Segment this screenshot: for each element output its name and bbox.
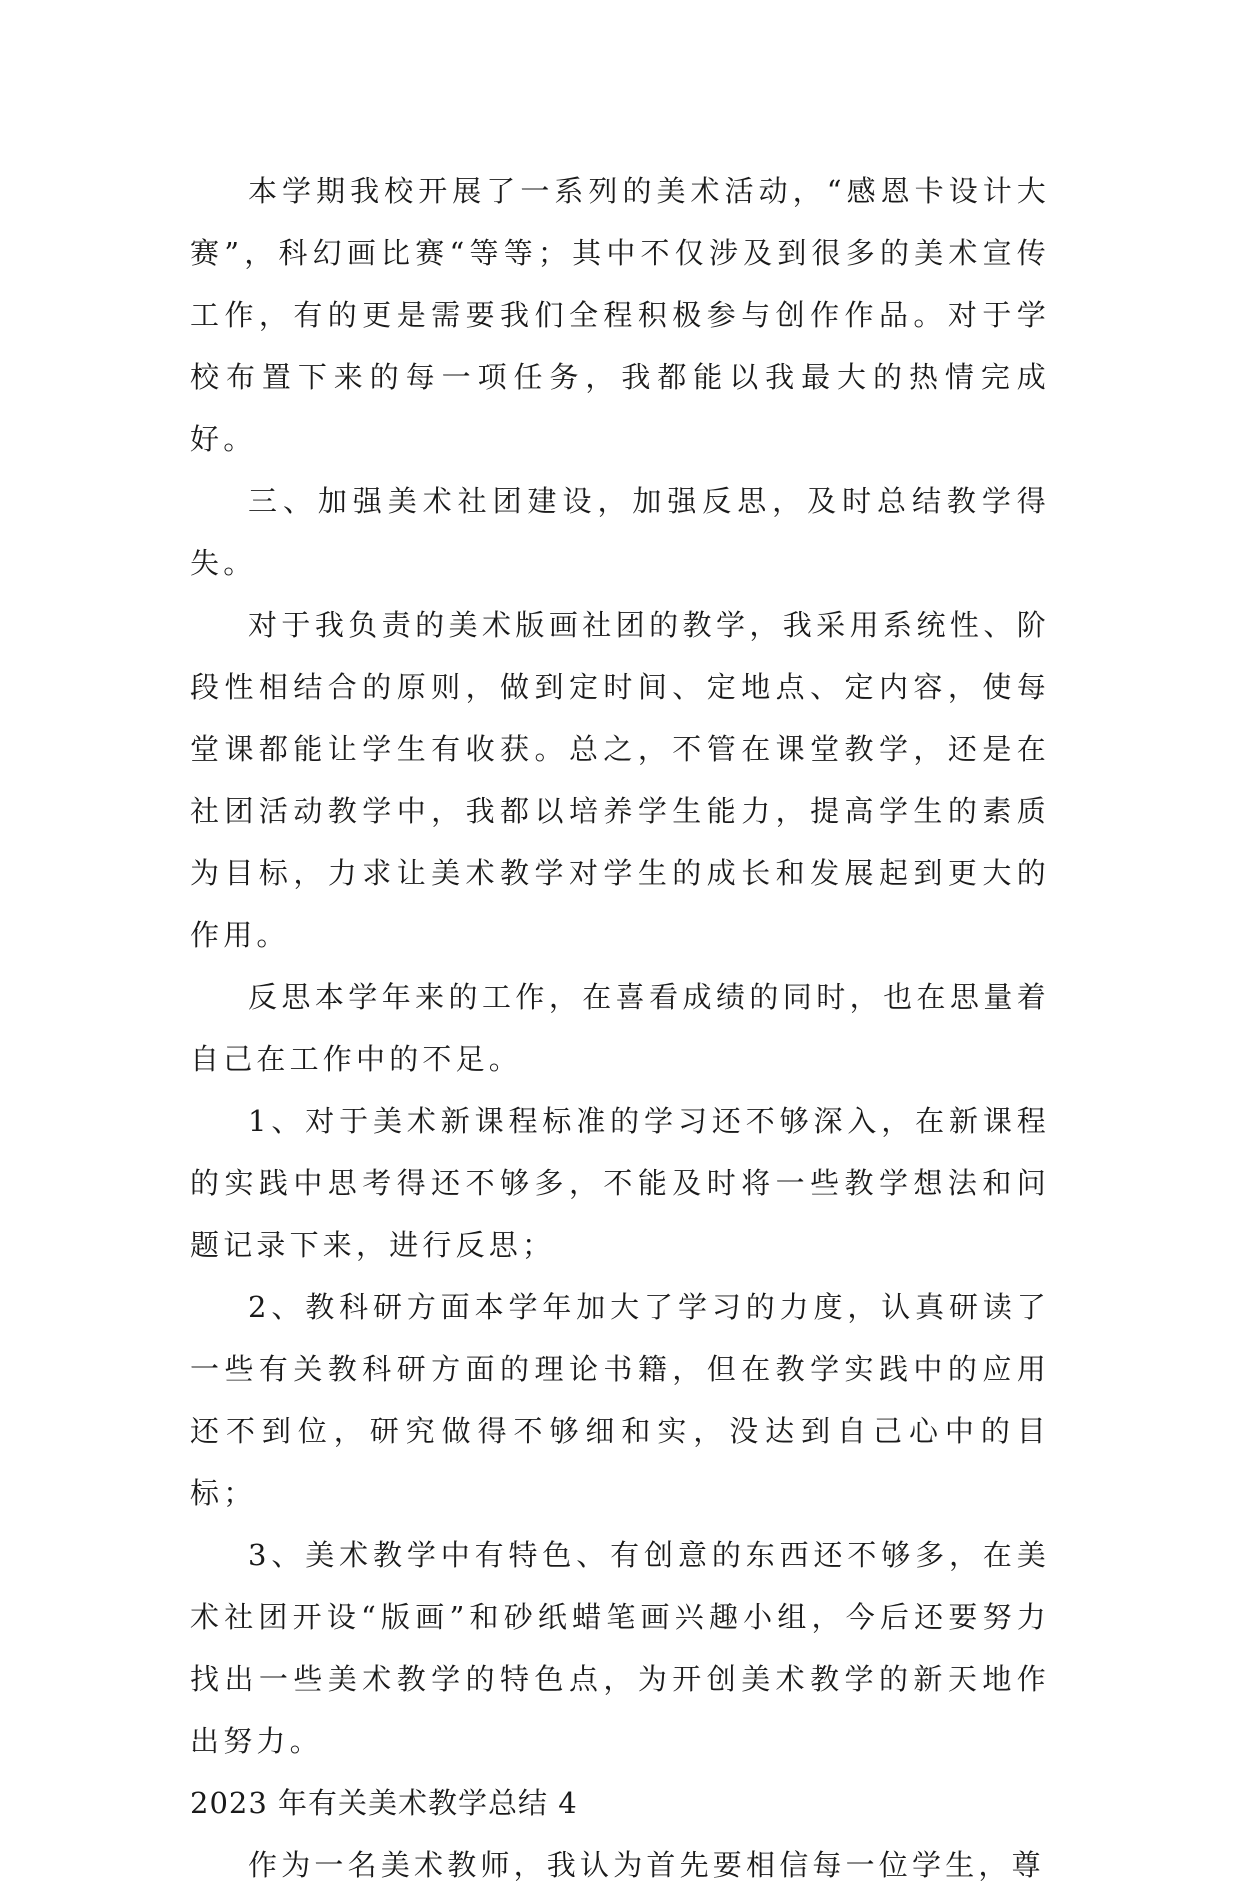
paragraph-reflection: 反思本学年来的工作，在喜看成绩的同时，也在思量着自己在工作中的不足。 [190,980,1050,1076]
paragraph-shortcoming-2: 2、教科研方面本学年加大了学习的力度，认真研读了一些有关教科研方面的理论书籍，但在教学实践中的应用还不到位，研究做得不够细和实，没达到自己心中的目标； [190,1290,1050,1510]
paragraph-club-teaching: 对于我负责的美术版画社团的教学，我采用系统性、阶段性相结合的原则，做到定时间、定地点、定内容，使每堂课都能让学生有收获。总之，不管在课堂教学，还是在社团活动教学中，我都以培养学生能力，提高学生的素质为目标，力求让美术教学对学生的成长和发展起到更大的作用。 [190,608,1050,952]
paragraph-section-three-heading: 三、加强美术社团建设，加强反思，及时总结教学得失。 [190,484,1050,580]
paragraph-shortcoming-1: 1、对于美术新课程标准的学习还不够深入，在新课程的实践中思考得还不够多，不能及时将一些教学想法和问题记录下来，进行反思； [190,1104,1050,1262]
paragraph-shortcoming-3: 3、美术教学中有特色、有创意的东西还不够多，在美术社团开设“版画”和砂纸蜡笔画兴趣小组，今后还要努力找出一些美术教学的特色点，为开创美术教学的新天地作出努力。 [190,1538,1050,1758]
document-body [190,160,1050,1896]
paragraph-intro-4: 作为一名美术教师，我认为首先要相信每一位学生，尊 [248,1848,1045,1882]
paragraph-activities: 本学期我校开展了一系列的美术活动，“感恩卡设计大赛”，科幻画比赛“等等；其中不仅涉及到很多的美术宣传工作，有的更是需要我们全程积极参与创作作品。对于学校布置下来的每一项任务，我都能以我最大的热情完成好。 [190,174,1050,456]
section-heading: 2023 年有关美术教学总结 4 [190,1786,578,1820]
